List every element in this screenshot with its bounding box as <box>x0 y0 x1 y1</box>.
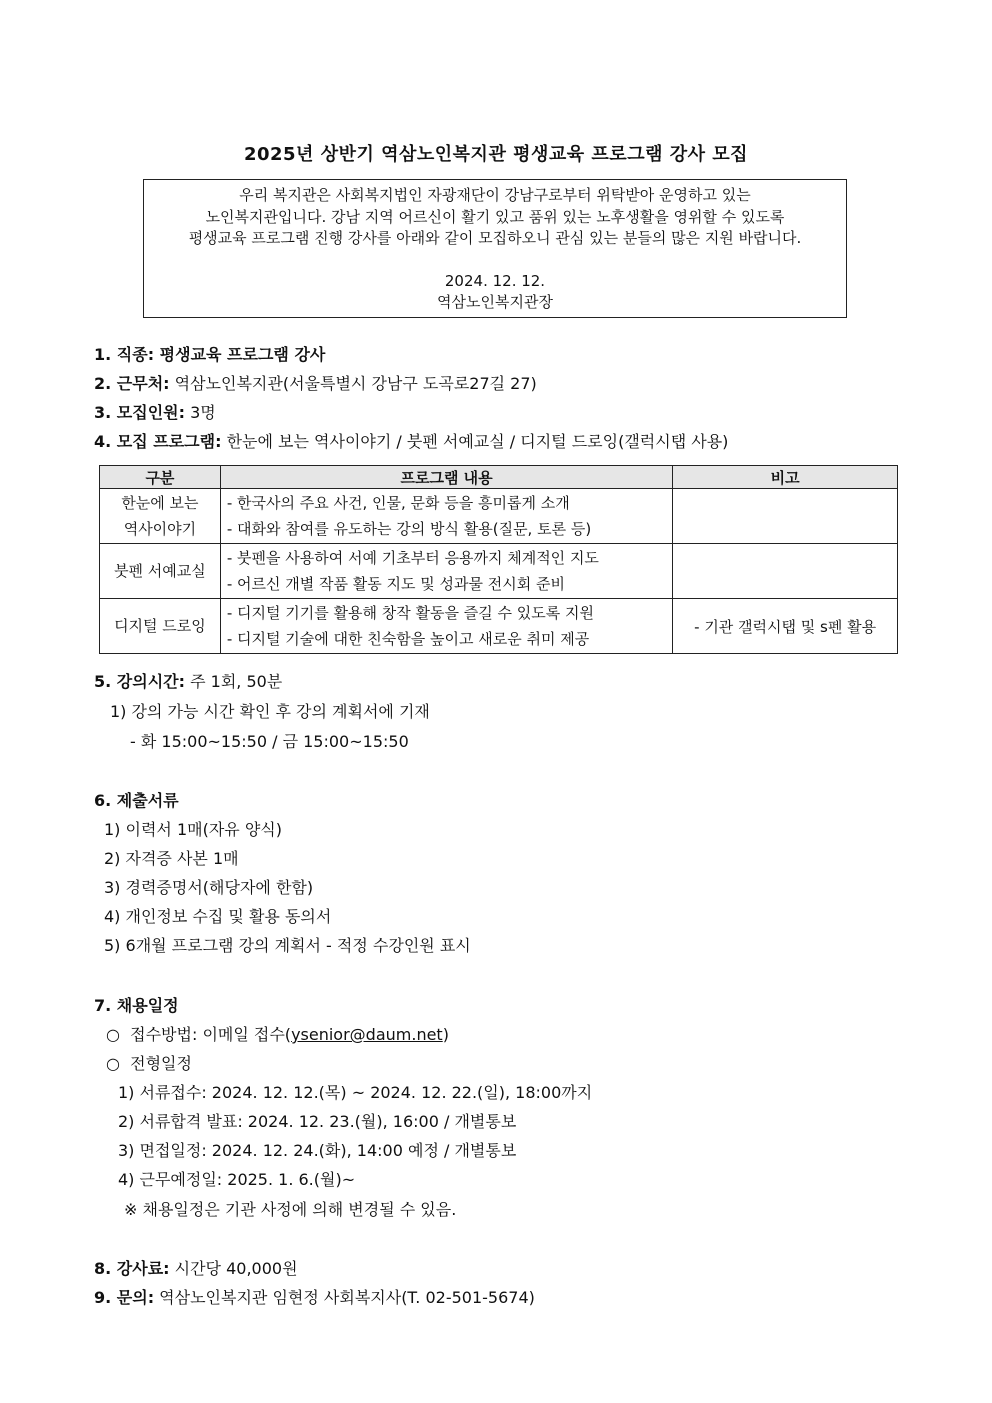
content-line: - 한국사의 주요 사건, 인물, 문화 등을 흥미롭게 소개 <box>226 494 570 512</box>
intro-line: 평생교육 프로그램 진행 강사를 아래와 같이 모집하오니 관심 있는 분들의 많은 지원 바랍니다. <box>188 229 802 247</box>
table-cell-note <box>673 489 898 544</box>
schedule-item: 4) 근무예정일: 2025. 1. 6.(월)~ <box>118 1170 356 1189</box>
section-label: 1. 직종: <box>94 345 155 364</box>
document-item: 1) 이력서 1매(자유 양식) <box>104 820 282 839</box>
lecture-times: - 화 15:00~15:50 / 금 15:00~15:50 <box>130 732 409 751</box>
section-headcount <box>94 400 216 423</box>
section-label: 7. 채용일정 <box>94 996 179 1015</box>
table-row <box>100 599 898 654</box>
intro-date: 2024. 12. 12. <box>444 271 546 290</box>
section-programs <box>94 429 728 452</box>
schedule-item: 2) 서류합격 발표: 2024. 12. 23.(월), 16:00 / 개별통보 <box>118 1112 517 1131</box>
content-line: - 어르신 개별 작품 활동 지도 및 성과물 전시회 준비 <box>226 575 565 593</box>
circle-bullet-icon: ○ <box>106 1025 120 1044</box>
section-label: 3. 모집인원: <box>94 403 186 422</box>
section-workplace <box>94 371 537 394</box>
content-line: - 디지털 기기를 활용해 창작 활동을 즐길 수 있도록 지원 <box>226 604 594 622</box>
section-value: 주 1회, 50분 <box>185 672 283 691</box>
category-line: 한눈에 보는 <box>121 494 199 512</box>
table-header: 프로그램 내용 <box>220 466 672 489</box>
section-label: 6. 제출서류 <box>94 791 179 810</box>
section-schedule <box>94 993 179 1016</box>
section-label: 4. 모집 프로그램: <box>94 432 222 451</box>
section-label: 9. 문의: <box>94 1288 155 1307</box>
intro-box <box>143 179 847 318</box>
section-job-type <box>94 342 325 365</box>
table-cell-category <box>100 489 221 544</box>
content-line: - 붓펜을 사용하여 서예 기초부터 응용까지 체계적인 지도 <box>226 549 599 567</box>
section-lecture-time <box>94 669 282 692</box>
document-item: 3) 경력증명서(해당자에 한함) <box>104 878 314 897</box>
table-cell-category: 붓펜 서예교실 <box>100 544 221 599</box>
section-value: 역삼노인복지관 임현정 사회복지사(T. 02-501-5674) <box>154 1288 535 1307</box>
document-item: 4) 개인정보 수집 및 활용 동의서 <box>104 907 332 926</box>
table-row <box>100 489 898 544</box>
document-item: 5) 6개월 프로그램 강의 계획서 - 적정 수강인원 표시 <box>104 936 471 955</box>
table-cell-note: - 기관 갤럭시탭 및 s펜 활용 <box>673 599 898 654</box>
table-cell-content <box>220 489 672 544</box>
section-value: 평생교육 프로그램 강사 <box>154 345 326 364</box>
intro-line: 노인복지관입니다. 강남 지역 어르신이 활기 있고 품위 있는 노후생활을 영위할 수 있도록 <box>205 207 785 226</box>
section-value: 한눈에 보는 역사이야기 / 붓펜 서예교실 / 디지털 드로잉(갤럭시탭 사용) <box>221 432 729 451</box>
section-value: 시간당 40,000원 <box>169 1259 298 1278</box>
table-cell-note <box>673 544 898 599</box>
table-cell-content <box>220 599 672 654</box>
schedule-method <box>106 1022 449 1045</box>
section-label: 2. 근무처: <box>94 374 170 393</box>
table-header: 비고 <box>673 466 898 489</box>
document-item: 2) 자격증 사본 1매 <box>104 849 239 868</box>
schedule-process <box>106 1051 192 1074</box>
program-table <box>99 465 898 654</box>
table-cell-category: 디지털 드로잉 <box>100 599 221 654</box>
section-label: 8. 강사료: <box>94 1259 170 1278</box>
lecture-item: 1) 강의 가능 시간 확인 후 강의 계획서에 기재 <box>110 702 430 721</box>
schedule-item: 3) 면접일정: 2024. 12. 24.(화), 14:00 예정 / 개별통보 <box>118 1141 517 1160</box>
document-title: 2025년 상반기 역삼노인복지관 평생교육 프로그램 강사 모집 <box>243 144 749 165</box>
method-label: 접수방법: 이메일 접수( <box>130 1025 292 1044</box>
schedule-item: 1) 서류접수: 2024. 12. 12.(목) ~ 2024. 12. 22.(일), 18:00까지 <box>118 1083 593 1102</box>
section-contact <box>94 1285 535 1308</box>
process-label: 전형일정 <box>130 1054 192 1073</box>
content-line: - 디지털 기술에 대한 친숙함을 높이고 새로운 취미 제공 <box>226 630 590 648</box>
section-value: 역삼노인복지관(서울특별시 강남구 도곡로27길 27) <box>169 374 537 393</box>
method-close: ) <box>442 1025 449 1044</box>
content-line: - 대화와 참여를 유도하는 강의 방식 활용(질문, 토론 등) <box>226 520 592 538</box>
category-line: 역사이야기 <box>123 520 197 538</box>
table-row <box>100 544 898 599</box>
schedule-note: ※ 채용일정은 기관 사정에 의해 변경될 수 있음. <box>124 1200 457 1219</box>
section-value: 3명 <box>185 403 216 422</box>
section-documents <box>94 788 179 811</box>
section-fee <box>94 1256 298 1279</box>
table-header: 구분 <box>100 466 221 489</box>
table-cell-content <box>220 544 672 599</box>
table-header-row <box>100 466 898 489</box>
intro-signer: 역삼노인복지관장 <box>437 293 553 311</box>
intro-line: 우리 복지관은 사회복지법인 자광재단이 강남구로부터 위탁받아 운영하고 있는 <box>239 186 751 204</box>
email-link[interactable]: ysenior@daum.net <box>291 1025 443 1044</box>
section-label: 5. 강의시간: <box>94 672 186 691</box>
circle-bullet-icon: ○ <box>106 1054 120 1073</box>
